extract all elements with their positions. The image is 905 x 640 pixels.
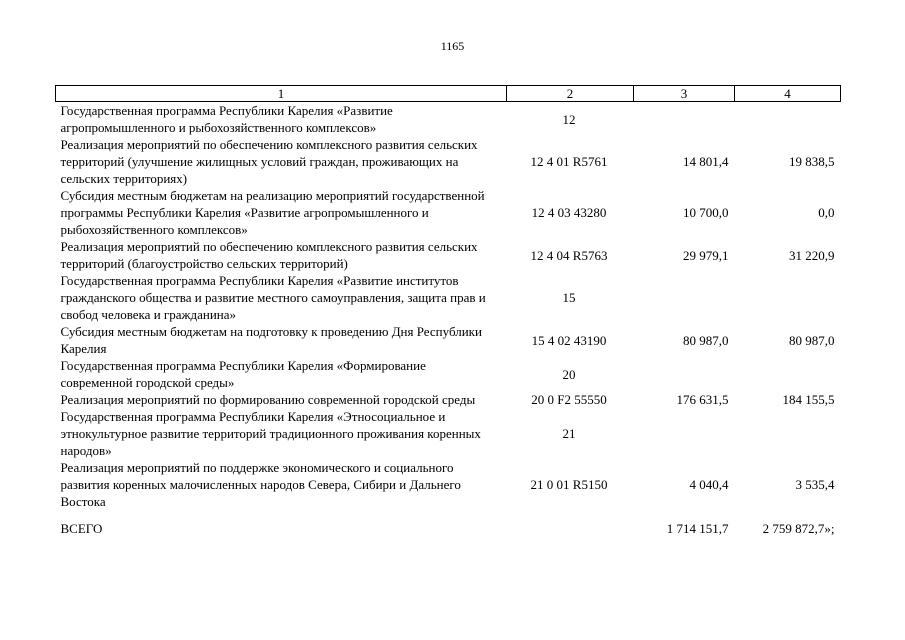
table-row bbox=[56, 408, 841, 459]
row-code: 21 bbox=[562, 426, 576, 441]
table-row bbox=[56, 323, 841, 357]
row-value-col4 bbox=[735, 357, 841, 391]
table-row bbox=[56, 136, 841, 187]
row-name: Реализация мероприятий по обеспечению комплексного развития сельских территорий (улучшение жилищных условий граждан, проживающих на сельских территориях) bbox=[60, 137, 478, 186]
table-row bbox=[56, 187, 841, 238]
total-label: ВСЕГО bbox=[60, 521, 103, 536]
row-code: 15 4 02 43190 bbox=[531, 332, 607, 348]
row-name: Реализация мероприятий по обеспечению комплексного развития сельских территорий (благоустройство сельских территорий) bbox=[60, 239, 478, 271]
row-value-col4: 0,0 bbox=[818, 205, 835, 220]
row-code: 15 bbox=[562, 290, 576, 305]
budget-table bbox=[55, 85, 841, 537]
row-name: Государственная программа Республики Карелия «Развитие институтов гражданского общества и развитие местного самоуправления, защита прав и свобод человека и гражданина» bbox=[60, 273, 486, 322]
row-value-col3: 4 040,4 bbox=[689, 477, 729, 492]
row-code: 12 bbox=[562, 111, 576, 127]
row-name: Субсидия местным бюджетам на подготовку к проведению Дня Республики Карелия bbox=[60, 324, 482, 356]
column-header-4: 4 bbox=[735, 86, 841, 102]
row-name: Субсидия местным бюджетам на реализацию мероприятий государственной программы Республики Карелия «Развитие агропромышленного и рыбохозяйственного комплексов» bbox=[60, 188, 485, 237]
row-code: 12 4 01 R5761 bbox=[530, 154, 608, 169]
row-value-col4: 184 155,5 bbox=[782, 392, 835, 407]
row-name: Реализация мероприятий по поддержке экономического и социального развития коренных малочисленных народов Севера, Сибири и Дальнего Востока bbox=[60, 460, 461, 509]
row-value-col3: 176 631,5 bbox=[676, 392, 729, 407]
row-value-col3: 10 700,0 bbox=[683, 205, 729, 220]
row-value-col4: 19 838,5 bbox=[789, 154, 835, 169]
row-value-col3: 14 801,4 bbox=[683, 154, 729, 169]
column-header-3: 3 bbox=[634, 86, 735, 102]
column-header-2: 2 bbox=[507, 86, 634, 102]
row-value-col4 bbox=[735, 408, 841, 459]
row-value-col4 bbox=[735, 102, 841, 137]
row-code: 12 4 03 43280 bbox=[531, 205, 607, 220]
row-name: Государственная программа Республики Карелия «Развитие агропромышленного и рыбохозяйственного комплексов» bbox=[60, 103, 393, 135]
row-name: Реализация мероприятий по формированию современной городской среды bbox=[60, 392, 476, 407]
total-value-col4: 2 759 872,7»; bbox=[762, 521, 835, 536]
column-header-1: 1 bbox=[56, 86, 507, 102]
row-value-col3 bbox=[634, 408, 735, 459]
page-number: 1165 bbox=[440, 39, 465, 53]
row-value-col3 bbox=[634, 357, 735, 391]
row-value-col4: 31 220,9 bbox=[789, 247, 835, 263]
row-code: 20 0 F2 55550 bbox=[531, 392, 607, 407]
row-value-col4 bbox=[735, 272, 841, 323]
table-row bbox=[56, 459, 841, 510]
row-code: 21 0 01 R5150 bbox=[530, 477, 608, 492]
table-header-row bbox=[56, 86, 841, 102]
row-value-col4: 80 987,0 bbox=[789, 332, 835, 348]
table-row bbox=[56, 102, 841, 137]
total-code bbox=[507, 510, 634, 537]
table-row bbox=[56, 357, 841, 391]
table-row bbox=[56, 391, 841, 408]
total-value-col3: 1 714 151,7 bbox=[666, 521, 729, 536]
row-name: Государственная программа Республики Карелия «Формирование современной городской среды» bbox=[60, 358, 426, 390]
row-value-col3 bbox=[634, 102, 735, 137]
row-name: Государственная программа Республики Карелия «Этносоциальное и этнокультурное развитие территорий традиционного проживания коренных народов» bbox=[60, 409, 481, 458]
row-code: 20 bbox=[562, 366, 576, 382]
total-row bbox=[56, 510, 841, 537]
row-value-col4: 3 535,4 bbox=[795, 477, 835, 492]
table-row bbox=[56, 238, 841, 272]
row-value-col3: 80 987,0 bbox=[683, 332, 729, 348]
row-value-col3 bbox=[634, 272, 735, 323]
table-row bbox=[56, 272, 841, 323]
row-value-col3: 29 979,1 bbox=[683, 247, 729, 263]
row-code: 12 4 04 R5763 bbox=[530, 247, 608, 263]
